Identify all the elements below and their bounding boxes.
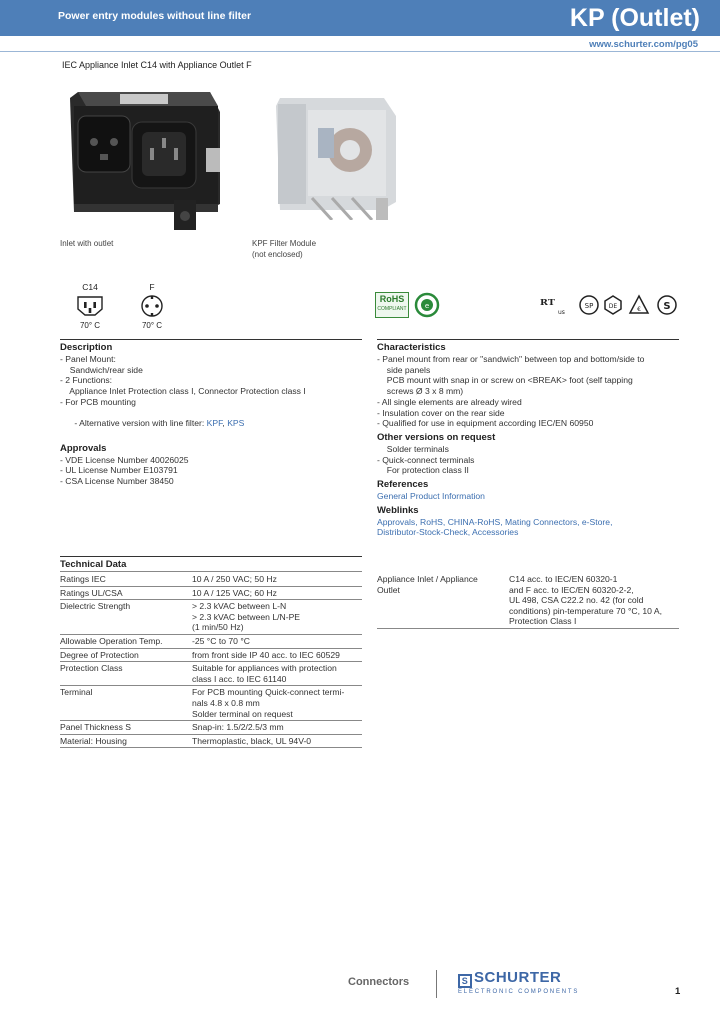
connector-c14-symbol — [72, 282, 108, 330]
connector-c14-label: C14 — [82, 282, 98, 292]
approval-item: - CSA License Number 38450 — [60, 476, 174, 487]
kpf-filter-module-photo — [272, 98, 402, 220]
rohs-sub: COMPLIANT — [377, 306, 407, 312]
tech-divider — [60, 556, 362, 557]
spec-value: Snap-in: 1.5/2/2.5/3 mm — [192, 721, 362, 735]
weblinks-line1[interactable]: Approvals, RoHS, CHINA-RoHS, Mating Connectors, e-Store, — [377, 516, 613, 527]
product-title: IEC Appliance Inlet C14 with Appliance Outlet F — [62, 60, 252, 70]
technical-data-title: Technical Data — [60, 559, 127, 570]
c14-icon — [75, 294, 105, 318]
kps-link[interactable]: KPS — [227, 418, 245, 429]
references-title: References — [377, 479, 429, 491]
connector-c14-temp: 70° C — [79, 321, 101, 330]
connector-f-temp: 70° C — [141, 321, 163, 330]
inlet-outlet-photo — [60, 86, 220, 236]
rohs-badge — [375, 292, 409, 318]
weblinks-line2[interactable]: Distributor-Stock-Check, Accessories — [377, 527, 519, 538]
caption-inlet-outlet: Inlet with outlet — [60, 239, 114, 248]
website-link[interactable]: www.schurter.com/pg05 — [589, 39, 698, 50]
svg-text:DE: DE — [608, 303, 618, 310]
spec-row — [60, 686, 362, 721]
spec-value: > 2.3 kVAC between L-N > 2.3 kVAC between L/N-PE (1 min/50 Hz) — [192, 600, 362, 635]
spec-key: Protection Class — [60, 662, 192, 686]
characteristics-item: PCB mount with snap in or screw on <BREAK> foot (self tapping — [382, 375, 633, 386]
page-number: 1 — [675, 986, 681, 997]
description-item: - Panel Mount: — [60, 354, 116, 364]
spec-row — [60, 573, 362, 586]
characteristics-item: screws Ø 3 x 8 mm) — [382, 386, 464, 397]
spec-key: Allowable Operation Temp. — [60, 634, 192, 648]
footer-divider — [436, 970, 437, 998]
vde-icon — [603, 294, 623, 316]
svg-text:SP: SP — [584, 302, 594, 310]
description-item: - For PCB mounting — [60, 396, 136, 407]
rohs-text: RoHS — [379, 294, 405, 304]
spec-row — [60, 734, 362, 748]
header-bar — [0, 0, 720, 36]
description-alt-version — [60, 408, 362, 440]
enec-icon — [628, 294, 650, 316]
spec-value: C14 acc. to IEC/EN 60320-1 and F acc. to IEC/EN 60320-2-2, UL 498, CSA C22.2 no. 42 (for cold conditions) pin-temperature 70 °C, 10 A, Protection Class I — [509, 573, 679, 628]
svg-text:us: us — [558, 309, 565, 316]
spec-value: Suitable for appliances with protection class I acc. to IEC 61140 — [192, 662, 362, 686]
spec-value: For PCB mounting Quick-connect termi- nals 4.8 x 0.8 mm Solder terminal on request — [192, 686, 362, 721]
characteristics-title: Characteristics — [377, 342, 446, 353]
characteristics-item: - Panel mount from rear or "sandwich" between top and bottom/side to — [377, 354, 645, 364]
spec-row — [60, 586, 362, 600]
spec-value: -25 °C to 70 °C — [192, 634, 362, 648]
svg-text:€: € — [637, 306, 641, 313]
other-versions-title: Other versions on request — [377, 431, 496, 443]
connector-f-label: F — [149, 282, 155, 292]
characteristics-item: side panels — [382, 364, 431, 375]
spec-value: from front side IP 40 acc. to IEC 60529 — [192, 648, 362, 662]
spec-row — [60, 662, 362, 686]
spec-key: Ratings UL/CSA — [60, 586, 192, 600]
footer-connectors-label: Connectors — [348, 976, 410, 988]
schurter-s-icon: S — [458, 974, 472, 988]
approval-item: - VDE License Number 40026025 — [60, 454, 189, 465]
approvals-title: Approvals — [60, 442, 107, 454]
schuko-f-icon — [137, 294, 167, 318]
alt-prefix: - Alternative version with line filter: — [74, 418, 207, 429]
schurter-logo — [458, 969, 579, 995]
svg-text:S: S — [663, 301, 671, 312]
tech-data-right-table — [377, 573, 679, 629]
tech-title-underline — [60, 571, 362, 572]
spec-value: Thermoplastic, black, UL 94V-0 — [192, 734, 362, 748]
left-divider — [60, 339, 362, 340]
spec-key: Degree of Protection — [60, 648, 192, 662]
spec-key: Dielectric Strength — [60, 600, 192, 635]
general-product-info-link[interactable]: General Product Information — [377, 491, 485, 502]
tech-data-left-table — [60, 573, 362, 748]
csa-icon — [578, 294, 600, 316]
ul-recognized-icon — [538, 294, 568, 316]
other-version-item: - Quick-connect terminals — [377, 454, 475, 465]
spec-row — [377, 573, 679, 628]
caption-kpf-line2: (not enclosed) — [252, 250, 303, 259]
spec-row — [60, 648, 362, 662]
approval-item: - UL License Number E103791 — [60, 465, 178, 476]
semko-icon — [656, 294, 678, 316]
spec-value: 10 A / 125 VAC; 60 Hz — [192, 586, 362, 600]
spec-key: Panel Thickness S — [60, 721, 192, 735]
spec-value: 10 A / 250 VAC; 50 Hz — [192, 573, 362, 586]
description-item: Appliance Inlet Protection class I, Connector Protection class I — [65, 386, 306, 397]
svg-text:ᴿᵁ: ᴿᵁ — [540, 296, 555, 314]
spec-row — [60, 600, 362, 635]
connector-f-symbol — [134, 282, 170, 330]
other-version-item: Solder terminals — [382, 443, 449, 454]
other-version-item: For protection class II — [382, 465, 469, 476]
brand-name: SCHURTER — [474, 969, 562, 986]
spec-key: Appliance Inlet / Appliance Outlet — [377, 573, 509, 628]
kpf-link[interactable]: KPF — [206, 418, 223, 429]
spec-key: Terminal — [60, 686, 192, 721]
description-title: Description — [60, 342, 113, 353]
url-bar — [0, 36, 720, 52]
china-rohs-icon — [414, 292, 440, 318]
description-item: Sandwich/rear side — [65, 364, 143, 375]
characteristics-section — [377, 342, 680, 538]
header-subtitle: Power entry modules without line filter — [58, 10, 252, 22]
svg-text:e: e — [424, 302, 430, 310]
characteristics-item: - Qualified for use in equipment according IEC/EN 60950 — [377, 418, 594, 429]
spec-key: Material: Housing — [60, 734, 192, 748]
page-title: KP (Outlet) — [569, 4, 700, 32]
caption-kpf-line1: KPF Filter Module — [252, 239, 317, 248]
right-divider — [377, 339, 679, 340]
description-item: - 2 Functions: — [60, 375, 113, 386]
brand-sub: ELECTRONIC COMPONENTS — [458, 989, 580, 995]
spec-row — [60, 721, 362, 735]
description-section — [60, 342, 362, 487]
spec-key: Ratings IEC — [60, 573, 192, 586]
characteristics-item: - All single elements are already wired — [377, 396, 522, 407]
weblinks-title: Weblinks — [377, 504, 419, 516]
characteristics-item: - Insulation cover on the rear side — [377, 407, 505, 418]
spec-row — [60, 634, 362, 648]
alt-sep: , — [222, 418, 228, 429]
